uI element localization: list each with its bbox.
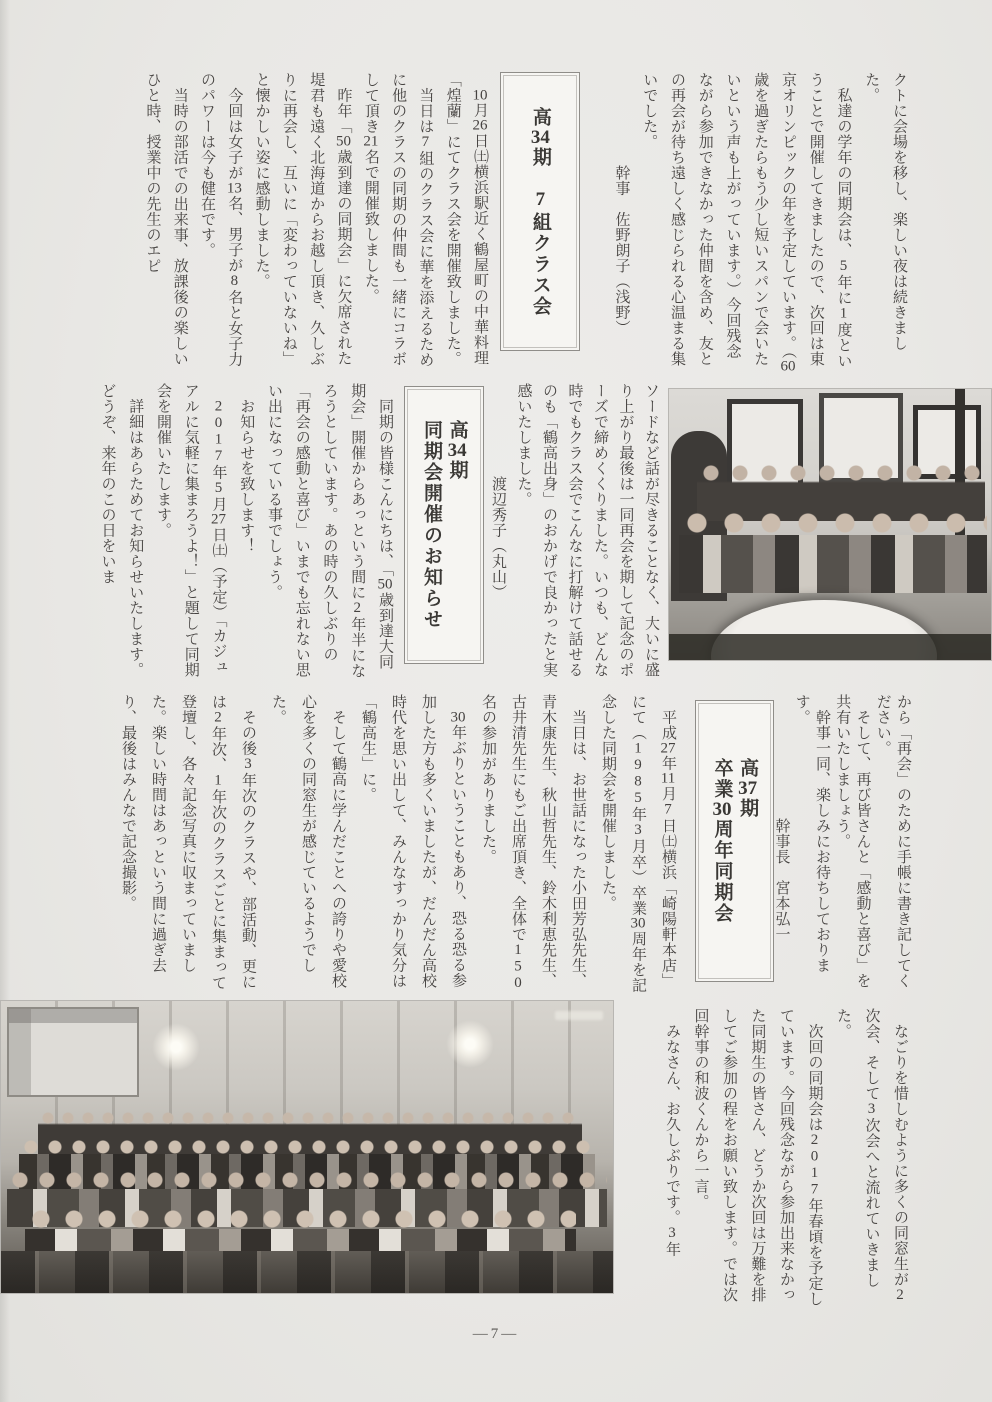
photo-watermark [555,1011,603,1020]
heading-reunion-37 [695,700,774,982]
photo-wall-lamp [442,1016,498,1072]
reunion-37-body-end: なごりを惜しむように多くの同窓生が2次会、そして3次会へと流れていきました。 次回の同期会は2017年春頃を予定しています。今回残念ながら参加出来なかった同期生の皆さん、どうか次回は万難を排してご参加の程をお願い致します。では次回幹事の和波くんから一言。 みなさん、お久しぶりです。3年 [664,1008,908,1307]
article-7kumi-body-end: ソードなど話が尽きることなく、大いに盛り上がり最後は一同再会を期して記念のポーズで締めくくりました。いつも、どんな時でもクラス会でこんなに打解けて話せるのも「鶴高出身」のおかげで良かったと実感いたしました。 渡辺秀子（丸山） [490,383,659,678]
previous-article-ending-text: クトに会場を移し、楽しい夜は続きました。 私達の学年の同期会は、5年に1度ということで開催してきましたので、次回は東京オリンピックの年を予定しています。（60歳を過ぎたらもう少し短いスパンで会いたいという声も上がっています。）今回残念ながら参加できなかった仲間を含め、友との再会が待ち遠しく感じられる心温まる集いでした。 幹事 佐野朗子（浅野） [613,72,907,374]
photo-restaurant-group [668,388,992,661]
heading-announcement-34 [404,386,484,664]
photo-wall-lamp [148,1019,204,1075]
article-7kumi-body-start: 10月26日㈯横浜駅近く鶴屋町の中華料理「煌蘭」にてクラス会を開催致しました。 当日は7組のクラス会に華を添えるために他のクラスの同期の仲間も一緒にコラボして頂き21名で開催致しました。 昨年「50歳到達の同期会」に欠席された堤君も遠く北海道からお越し頂き、久しぶりに再会し、互いに「変わっていないね」と懐かしい姿に感動しました。 今回は女子が13名、男子が8名と女子力のパワーは今も健在です。 当時の部活での出来事、放課後の楽しいひと時、授業中の先生のエピ [144,72,488,368]
page-number: ―7― [472,1326,520,1342]
heading-reunion-37-text: 高37期 卒業30周年同期会 [711,758,759,924]
heading-class34-7kumi [500,72,580,351]
announcement-34-body-start: 同期の皆様こんにちは、「50歳到達大同期会」開催からあっという間に2年半になろうとしています。あの時の久しぶりの「再会の感動と喜び」いまでも忘れない思い出になっている事でしょう。 お知らせを致します！ 2017年5月27日㈯（予定）「カジュアルに気軽に集まろうよ！」と題して同期会を開催いたします。 詳細はあらためてお知らせいたします。どうぞ、来年のこの日をいま [99,383,393,679]
photo-projector-screen [7,1007,139,1097]
heading-announcement-34-text: 高34期 同期会開催のお知らせ [421,420,468,630]
photo-people-front-row [679,509,987,593]
announcement-34-body-end: から「再会」のために手帳に書き記してください。 そして、再び皆さんと「感動と喜び」を共有いたしましょう。 幹事一同、楽しみにお待ちしております。 幹事長 宮本弘一 [773,694,911,989]
reunion-37-body-start: 平成27年11月7日㈯横浜「崎陽軒本店」にて（1985年3月卒）卒業30周年を記念した同期会を開催しました。 当日は、お世話になった小田芳弘先生、青木康先生、秋山哲先生、鈴木利恵先生、古井清先生にもご出席頂き、全体で150名の参加がありました。 30年ぶりということもあり、恐る恐る参加した方も多くいましたが、だんだん高校時代を思い出して、みんなすっかり気分は「鶴高生」に。 そして鶴高に学んだことへの誇りや愛校心を多くの同窓生が感じているようでした。 その後3年次のクラスや、部活動、更には2年次、1年次のクラスごとに集まって登壇し、各々記念写真に収まっていました。楽しい時間はあっという間に過ぎ去り、最後はみんなで記念撮影。 [120,694,676,993]
heading-class34-7kumi-text: 高34期 7組クラス会 [529,106,551,317]
photo-banquet-group [0,1000,614,1294]
photo-carpet [1,1251,613,1293]
photo-table-edge [669,634,991,660]
